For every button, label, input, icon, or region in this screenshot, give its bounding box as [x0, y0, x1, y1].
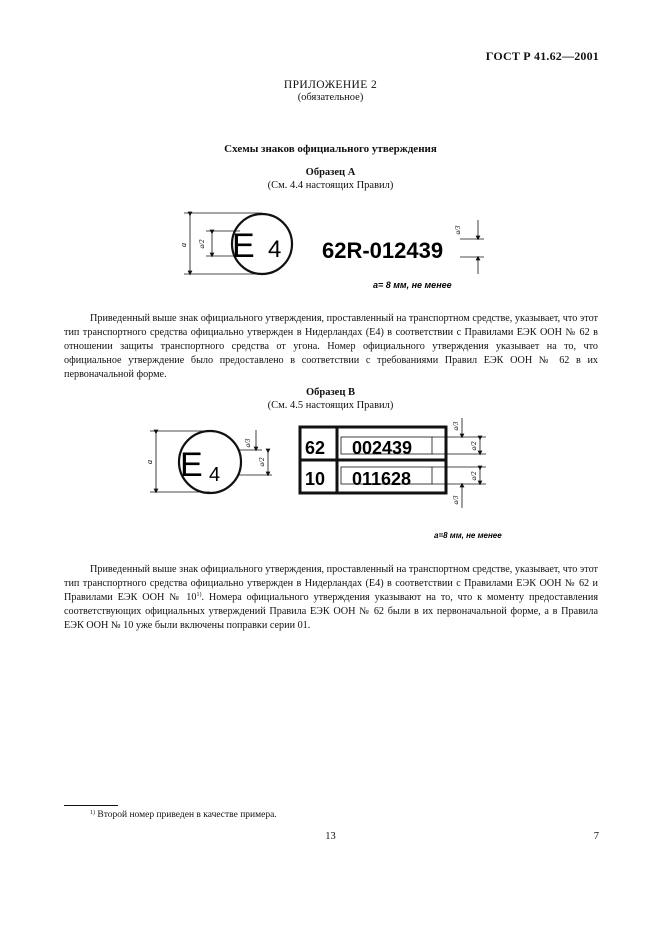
approval-circle: [179, 431, 241, 493]
sample-a-title: Образец А: [305, 167, 356, 178]
dim-a3-label: a/3: [452, 495, 460, 505]
document-header: ГОСТ Р 41.62—2001: [485, 49, 599, 63]
dim-a3-label: a/3: [452, 421, 460, 431]
footnote-text: Второй номер приведен в качестве примера.: [97, 810, 277, 820]
dim-a2-label: a/2: [470, 471, 478, 481]
circle-number: 4: [268, 236, 282, 263]
row1-regulation: 62: [305, 438, 326, 458]
circle-letter: E: [180, 446, 203, 484]
circle-letter: E: [232, 227, 255, 265]
number-box: [341, 437, 432, 454]
number-box: [341, 467, 432, 484]
footnote-mark: 1): [90, 810, 95, 816]
footnote-separator: [64, 805, 118, 806]
sample-b-paragraph: [64, 563, 598, 633]
row2-number: 011628: [352, 469, 412, 489]
approval-number: 62R-012439: [322, 238, 444, 263]
sample-b-paragraph-part2: . Номера официального утверждения указывают на то, что к моменту предоставления соответствующих официальных утверждений Правила ЕЭК ООН № 62 были в их первоначальной форме, а в Правила ЕЭК ООН № 10 уже были включены поправки серии 01.: [64, 592, 599, 631]
sample-a-note: a= 8 мм, не менее: [373, 280, 452, 290]
approval-table-frame: [300, 427, 446, 493]
circle-number: 4: [209, 464, 221, 486]
sample-b-paragraph-part1: Приведенный выше знак официального утверждения, проставленный на транспортном средстве, указывает, что этот тип транспортного средства официально утвержден в Нидерландах (Е4) в соответствии с Правилами ЕЭК ООН № 62 и Правилами ЕЭК ООН № 10: [64, 564, 598, 603]
dim-a2-label: a/2: [198, 239, 206, 249]
sample-b-ref: (См. 4.5 настоящих Правил): [267, 400, 394, 411]
sample-a-paragraph-text: Приведенный выше знак официального утверждения, проставленный на транспортном средстве, указывает, что этот тип транспортного средства официально утвержден в Нидерландах (Е4) в соответствии с Правилами ЕЭК ООН № 62 в отношении защиты транспортного средства от угона. Номер официального утверждения указывает на то, что официальное утверждение было предоставлено в соответствии с требованиями Правил ЕЭК ООН № 62 в их первоначальной форме.: [64, 313, 598, 380]
row1-number: 002439: [352, 438, 413, 458]
sample-a-paragraph: [64, 312, 598, 382]
footnote: [90, 810, 277, 820]
page-number-right: 7: [593, 831, 599, 842]
dim-a-label: a: [145, 460, 154, 464]
sample-a-ref: (См. 4.4 настоящих Правил): [267, 180, 394, 191]
approval-circle: [232, 214, 292, 274]
dim-a3-label: a/3: [244, 438, 252, 448]
annex-subtitle: (обязательное): [297, 92, 364, 103]
row2-regulation: 10: [305, 469, 326, 489]
section-title: Схемы знаков официального утверждения: [224, 143, 437, 155]
footnote-ref[interactable]: 1): [196, 592, 202, 598]
dim-a3-label: a/3: [454, 225, 462, 235]
sample-b-paragraph-text: [64, 563, 598, 633]
dim-a-label: a: [179, 243, 188, 247]
sample-b-title: Образец В: [305, 387, 356, 398]
sample-b-note: a=8 мм, не менее: [434, 531, 502, 540]
annex-title: ПРИЛОЖЕНИЕ 2: [283, 79, 378, 91]
page-number: 13: [325, 831, 336, 842]
dim-a2-label: a/2: [258, 457, 266, 467]
dim-a2-label: a/2: [470, 441, 478, 451]
